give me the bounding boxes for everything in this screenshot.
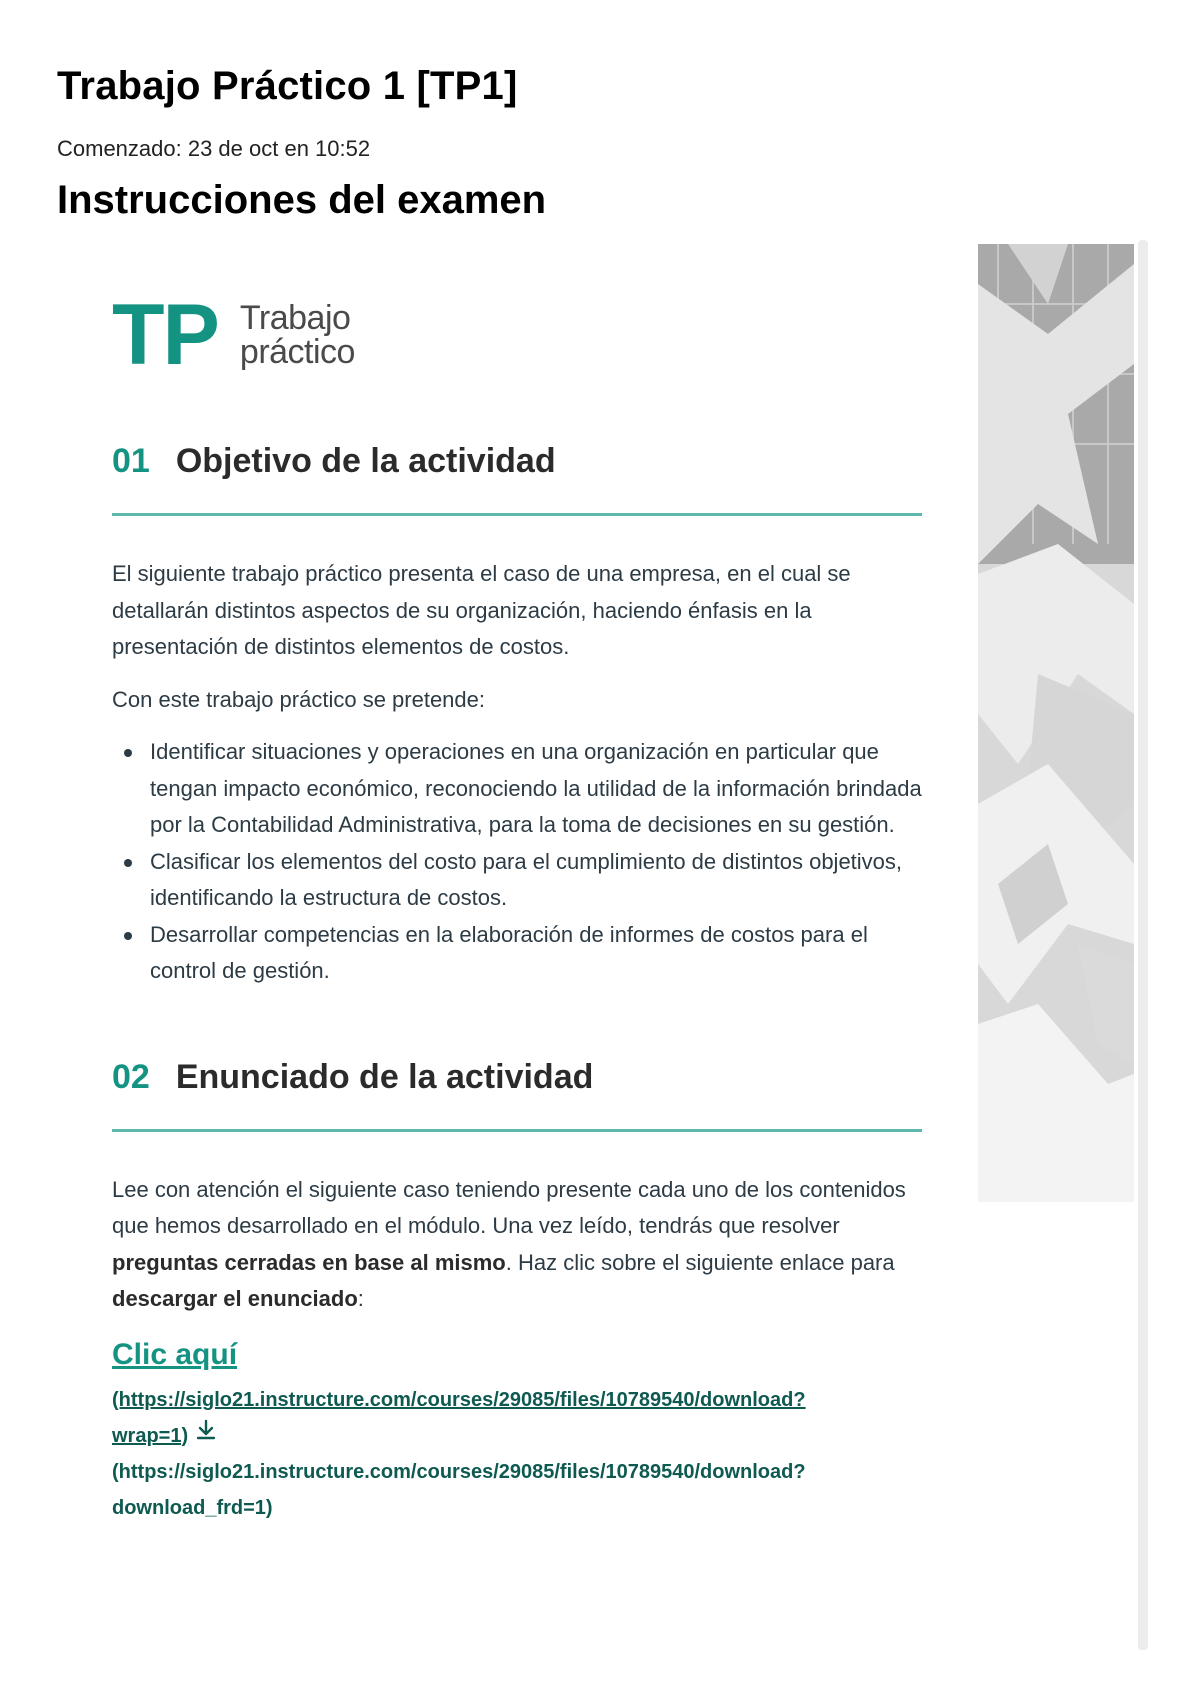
objective-paragraph: El siguiente trabajo práctico presenta el caso de una empresa, en el cual se detallarán distintos aspectos de su organización, haciendo énfasis en la presentación de distintos elementos de costos. — [112, 561, 851, 659]
clic-aqui-link[interactable]: Clic aquí — [112, 1337, 238, 1371]
page-title: Trabajo Práctico 1 [TP1] — [57, 64, 518, 108]
tp-logo-words — [240, 301, 355, 369]
instructions-content — [112, 287, 922, 1526]
section-heading — [112, 1058, 922, 1097]
section-heading — [112, 442, 922, 481]
list-item: Identificar situaciones y operaciones en una organización en particular que tengan impacto económico, reconociendo la utilidad de la información brindada por la Contabilidad Administrativa, para la toma de decisiones en su gestión. — [112, 734, 922, 844]
list-item: Desarrollar competencias en la elaboración de informes de costos para el control de gestión. — [112, 917, 922, 990]
section-divider — [112, 513, 922, 516]
list-item: Clasificar los elementos del costo para el cumplimiento de distintos objetivos, identificando la estructura de costos. — [112, 844, 922, 917]
instructions-title: Instrucciones del examen — [57, 178, 547, 222]
download-link-block[interactable] — [112, 1454, 922, 1526]
section-divider — [112, 1129, 922, 1132]
preview-url-end[interactable]: wrap=1) — [112, 1424, 189, 1447]
tp-logo — [112, 287, 922, 383]
objective-intro: Con este trabajo práctico se pretende: — [112, 686, 486, 712]
tp-logo-mark: TP — [112, 287, 218, 383]
download-icon[interactable] — [194, 1418, 218, 1454]
tp-logo-line1: Trabajo — [239, 299, 351, 337]
section-number: 02 — [112, 1057, 150, 1096]
statement-text: : — [357, 1286, 364, 1311]
statement-bold: descargar el enunciado — [112, 1286, 358, 1311]
scrollbar[interactable] — [1138, 240, 1148, 1650]
section-objetivo — [112, 442, 922, 990]
preview-url-line[interactable]: (https://siglo21.instructure.com/courses/29085/files/10789540/download? — [112, 1388, 806, 1411]
section-title: Objetivo de la actividad — [175, 442, 556, 480]
statement-bold: preguntas cerradas en base al mismo — [112, 1249, 506, 1275]
preview-link-block[interactable] — [112, 1382, 922, 1455]
download-url-line[interactable]: (https://siglo21.instructure.com/courses/29085/files/10789540/download? — [112, 1461, 806, 1484]
started-timestamp: Comenzado: 23 de oct en 10:52 — [57, 136, 371, 161]
section-enunciado — [112, 1058, 922, 1527]
download-url-line-2[interactable]: download_frd=1) — [112, 1497, 273, 1520]
section-number: 01 — [112, 442, 150, 480]
objectives-list — [112, 734, 922, 990]
section-title: Enunciado de la actividad — [175, 1057, 594, 1096]
decorative-architecture-image — [978, 244, 1134, 1202]
statement-text: Lee con atención el siguiente caso teniendo presente cada uno de los contenidos que hemos desarrollado en el módulo. Una vez leído, tendrás que resolver — [112, 1176, 906, 1238]
tp-logo-line2: práctico — [239, 333, 355, 371]
statement-text: . Haz clic sobre el siguiente enlace para — [505, 1249, 895, 1275]
download-links — [112, 1338, 922, 1527]
statement-paragraph — [112, 1172, 922, 1318]
preview-url-line-2[interactable] — [112, 1418, 922, 1455]
